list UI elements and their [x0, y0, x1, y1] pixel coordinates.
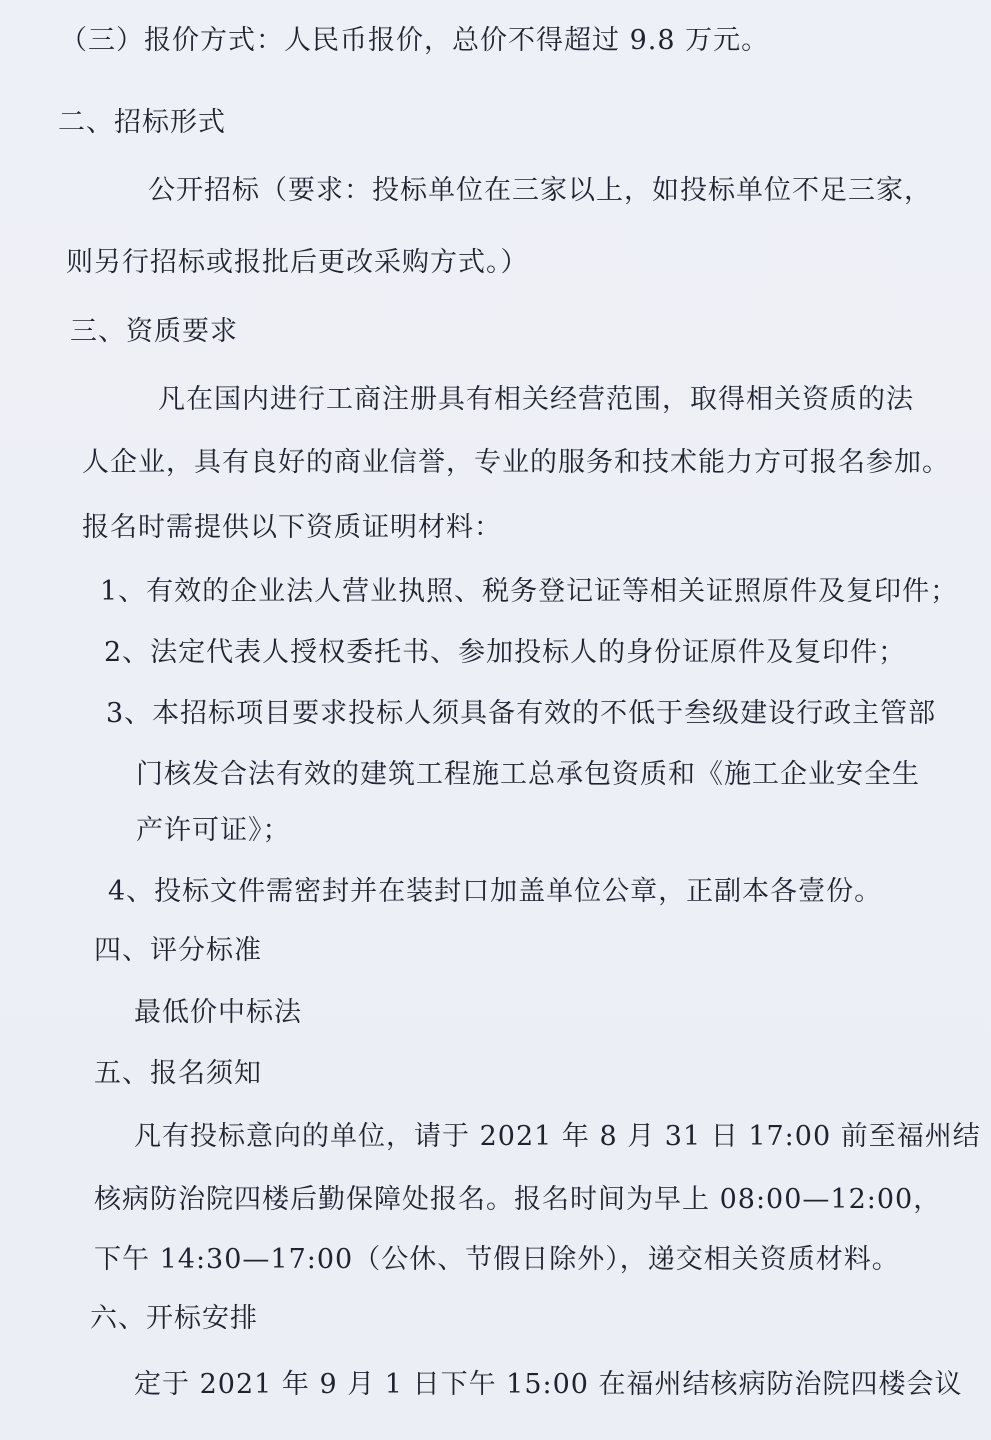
qualification-materials-intro: 报名时需提供以下资质证明材料： [82, 512, 502, 543]
section-5-heading: 五、报名须知 [94, 1058, 262, 1089]
registration-line-1: 凡有投标意向的单位，请于 2021 年 8 月 31 日 17:00 前至福州结 [134, 1121, 981, 1152]
bid-opening-line: 定于 2021 年 9 月 1 日下午 15:00 在福州结核病防治院四楼会议 [134, 1369, 963, 1400]
material-item-2: 2、法定代表人授权委托书、参加投标人的身份证原件及复印件； [104, 637, 907, 668]
material-item-3-line-2: 门核发合法有效的建筑工程施工总承包资质和《施工企业安全生 [136, 759, 920, 790]
quote-method-line: （三）报价方式：人民币报价，总价不得超过 9.8 万元。 [60, 25, 770, 56]
section-4-heading: 四、评分标准 [94, 935, 262, 966]
section-2-heading: 二、招标形式 [58, 107, 226, 138]
section-6-heading: 六、开标安排 [90, 1303, 258, 1334]
material-item-4: 4、投标文件需密封并在装封口加盖单位公章，正副本各壹份。 [108, 876, 883, 907]
material-item-3-line-3: 产许可证》； [136, 815, 291, 846]
qualification-line-2: 人企业，具有良好的商业信誉，专业的服务和技术能力方可报名参加。 [82, 447, 950, 478]
material-item-3-line-1: 3、本招标项目要求投标人须具备有效的不低于叁级建设行政主管部 [106, 698, 937, 729]
section-3-heading: 三、资质要求 [70, 316, 238, 347]
bidding-form-line-2: 则另行招标或报批后更改采购方式。） [66, 247, 529, 278]
registration-line-3: 下午 14:30—17:00（公休、节假日除外），递交相关资质材料。 [94, 1244, 900, 1275]
registration-line-2: 核病防治院四楼后勤保障处报名。报名时间为早上 08:00—12:00， [94, 1184, 942, 1215]
scoring-method: 最低价中标法 [134, 997, 302, 1028]
material-item-1: 1、有效的企业法人营业执照、税务登记证等相关证照原件及复印件； [100, 576, 959, 607]
bidding-form-line-1: 公开招标（要求：投标单位在三家以上，如投标单位不足三家， [148, 175, 932, 206]
qualification-line-1: 凡在国内进行工商注册具有相关经营范围，取得相关资质的法 [158, 384, 914, 415]
